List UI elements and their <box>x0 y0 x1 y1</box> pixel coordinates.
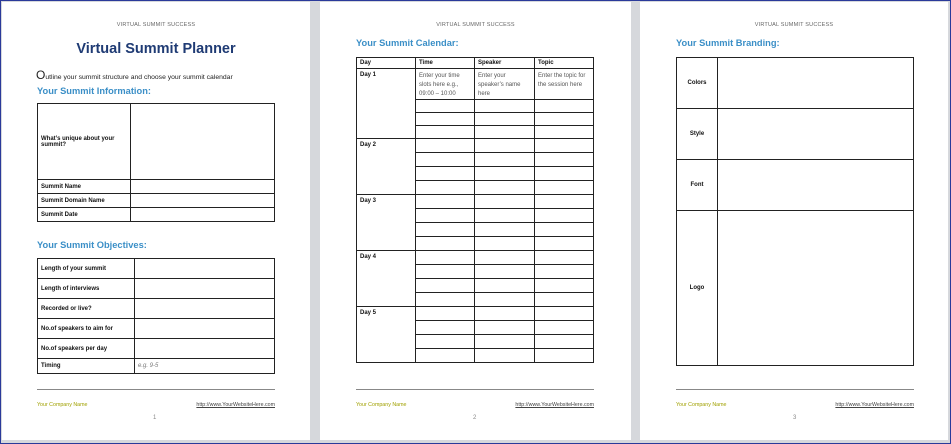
topic-cell[interactable] <box>535 139 594 153</box>
speaker-cell[interactable] <box>475 279 535 293</box>
footer-divider <box>356 389 594 390</box>
footer-company: Your Company Name <box>37 402 88 408</box>
topic-cell[interactable] <box>535 279 594 293</box>
time-slot-cell[interactable] <box>416 265 475 279</box>
footer-url[interactable]: http://www.YourWebsiteHere.com <box>515 402 594 408</box>
day-label: Day 2 <box>357 139 416 195</box>
branding-value-cell[interactable] <box>718 109 914 160</box>
topic-cell[interactable] <box>535 293 594 307</box>
info-heading: Your Summit Information: <box>37 86 151 96</box>
time-slot-cell[interactable] <box>416 167 475 181</box>
topic-cell[interactable] <box>535 307 594 321</box>
speaker-cell[interactable] <box>475 307 535 321</box>
speaker-cell[interactable] <box>475 209 535 223</box>
page-number: 2 <box>473 415 477 421</box>
topic-cell[interactable] <box>535 321 594 335</box>
time-slot-cell[interactable] <box>416 307 475 321</box>
info-label: What’s unique about your summit? <box>38 104 131 180</box>
time-slot-cell[interactable]: Enter your time slots here e.g., 09:00 – 10:00 <box>416 69 475 100</box>
topic-cell[interactable] <box>535 251 594 265</box>
speaker-cell[interactable] <box>475 126 535 139</box>
speaker-cell[interactable] <box>475 139 535 153</box>
calendar-col-header: Day <box>357 58 416 69</box>
page-3 <box>640 2 948 440</box>
branding-table <box>676 57 914 366</box>
page-header: VIRTUAL SUMMIT SUCCESS <box>116 22 196 28</box>
branding-label: Logo <box>677 211 718 366</box>
time-slot-cell[interactable] <box>416 113 475 126</box>
speaker-cell[interactable] <box>475 195 535 209</box>
timing-hint[interactable]: e.g. 9-5 <box>135 359 275 374</box>
info-label: Summit Name <box>38 180 131 194</box>
calendar-col-header: Time <box>416 58 475 69</box>
time-slot-cell[interactable] <box>416 100 475 113</box>
time-slot-cell[interactable] <box>416 181 475 195</box>
speaker-cell[interactable]: Enter your speaker’s name here <box>475 69 535 100</box>
speaker-cell[interactable] <box>475 100 535 113</box>
time-slot-cell[interactable] <box>416 335 475 349</box>
objective-label: No.of speakers to aim for <box>38 319 135 339</box>
calendar-col-header: Topic <box>535 58 594 69</box>
page-number: 3 <box>793 415 797 421</box>
objective-value-cell[interactable] <box>135 299 275 319</box>
intro-text <box>36 68 233 82</box>
topic-cell[interactable] <box>535 335 594 349</box>
topic-cell[interactable] <box>535 126 594 139</box>
speaker-cell[interactable] <box>475 335 535 349</box>
objective-value-cell[interactable] <box>135 259 275 279</box>
intro-dropcap: O <box>36 68 46 82</box>
day-label: Day 5 <box>357 307 416 363</box>
speaker-cell[interactable] <box>475 167 535 181</box>
footer-divider <box>37 389 275 390</box>
page-title: Virtual Summit Planner <box>76 41 236 57</box>
calendar-table <box>356 57 594 363</box>
info-label: Summit Domain Name <box>38 194 131 208</box>
info-value-cell[interactable] <box>131 208 275 222</box>
time-slot-cell[interactable] <box>416 251 475 265</box>
page-1 <box>2 2 310 440</box>
page-number: 1 <box>153 415 157 421</box>
time-slot-cell[interactable] <box>416 153 475 167</box>
page-header: VIRTUAL SUMMIT SUCCESS <box>754 22 834 28</box>
speaker-cell[interactable] <box>475 349 535 363</box>
intro-rest: utline your summit structure and choose your summit calendar <box>45 74 233 81</box>
day-label: Day 1 <box>357 69 416 139</box>
time-slot-cell[interactable] <box>416 223 475 237</box>
topic-cell[interactable] <box>535 100 594 113</box>
topic-cell[interactable] <box>535 237 594 251</box>
speaker-cell[interactable] <box>475 251 535 265</box>
speaker-cell[interactable] <box>475 237 535 251</box>
page-header: VIRTUAL SUMMIT SUCCESS <box>436 22 515 28</box>
info-value-cell[interactable] <box>131 180 275 194</box>
footer-divider <box>676 389 914 390</box>
objective-label: Length of interviews <box>38 279 135 299</box>
time-slot-cell[interactable] <box>416 279 475 293</box>
topic-cell[interactable] <box>535 349 594 363</box>
footer-company: Your Company Name <box>356 402 407 408</box>
info-value-cell[interactable] <box>131 194 275 208</box>
speaker-cell[interactable] <box>475 293 535 307</box>
time-slot-cell[interactable] <box>416 349 475 363</box>
objective-value-cell[interactable] <box>135 339 275 359</box>
objective-label: Length of your summit <box>38 259 135 279</box>
footer-url[interactable]: http://www.YourWebsiteHere.com <box>835 402 914 408</box>
speaker-cell[interactable] <box>475 223 535 237</box>
speaker-cell[interactable] <box>475 321 535 335</box>
time-slot-cell[interactable] <box>416 293 475 307</box>
objective-label: No.of speakers per day <box>38 339 135 359</box>
day-label: Day 4 <box>357 251 416 307</box>
objective-label: Recorded or live? <box>38 299 135 319</box>
topic-cell[interactable]: Enter the topic for the session here <box>535 69 594 100</box>
info-value-cell[interactable] <box>131 104 275 180</box>
info-table <box>37 103 275 222</box>
time-slot-cell[interactable] <box>416 126 475 139</box>
footer-company: Your Company Name <box>676 402 727 408</box>
speaker-cell[interactable] <box>475 113 535 126</box>
objectives-table <box>37 258 275 374</box>
objectives-heading: Your Summit Objectives: <box>37 240 147 250</box>
branding-value-cell[interactable] <box>718 58 914 109</box>
branding-value-cell[interactable] <box>718 160 914 211</box>
time-slot-cell[interactable] <box>416 237 475 251</box>
objective-value-cell[interactable] <box>135 319 275 339</box>
branding-label: Colors <box>677 58 718 109</box>
speaker-cell[interactable] <box>475 181 535 195</box>
topic-cell[interactable] <box>535 167 594 181</box>
topic-cell[interactable] <box>535 153 594 167</box>
time-slot-cell[interactable] <box>416 195 475 209</box>
topic-cell[interactable] <box>535 265 594 279</box>
speaker-cell[interactable] <box>475 265 535 279</box>
objective-value-cell[interactable] <box>135 279 275 299</box>
branding-heading: Your Summit Branding: <box>676 38 780 48</box>
page-2 <box>320 2 631 440</box>
info-label: Summit Date <box>38 208 131 222</box>
topic-cell[interactable] <box>535 195 594 209</box>
calendar-heading: Your Summit Calendar: <box>356 38 459 48</box>
objective-label: Timing <box>38 359 135 374</box>
speaker-cell[interactable] <box>475 153 535 167</box>
topic-cell[interactable] <box>535 181 594 195</box>
topic-cell[interactable] <box>535 113 594 126</box>
topic-cell[interactable] <box>535 209 594 223</box>
calendar-col-header: Speaker <box>475 58 535 69</box>
day-label: Day 3 <box>357 195 416 251</box>
footer-url[interactable]: http://www.YourWebsiteHere.com <box>196 402 275 408</box>
branding-label: Font <box>677 160 718 211</box>
topic-cell[interactable] <box>535 223 594 237</box>
branding-value-cell[interactable] <box>718 211 914 366</box>
time-slot-cell[interactable] <box>416 209 475 223</box>
time-slot-cell[interactable] <box>416 321 475 335</box>
branding-label: Style <box>677 109 718 160</box>
time-slot-cell[interactable] <box>416 139 475 153</box>
